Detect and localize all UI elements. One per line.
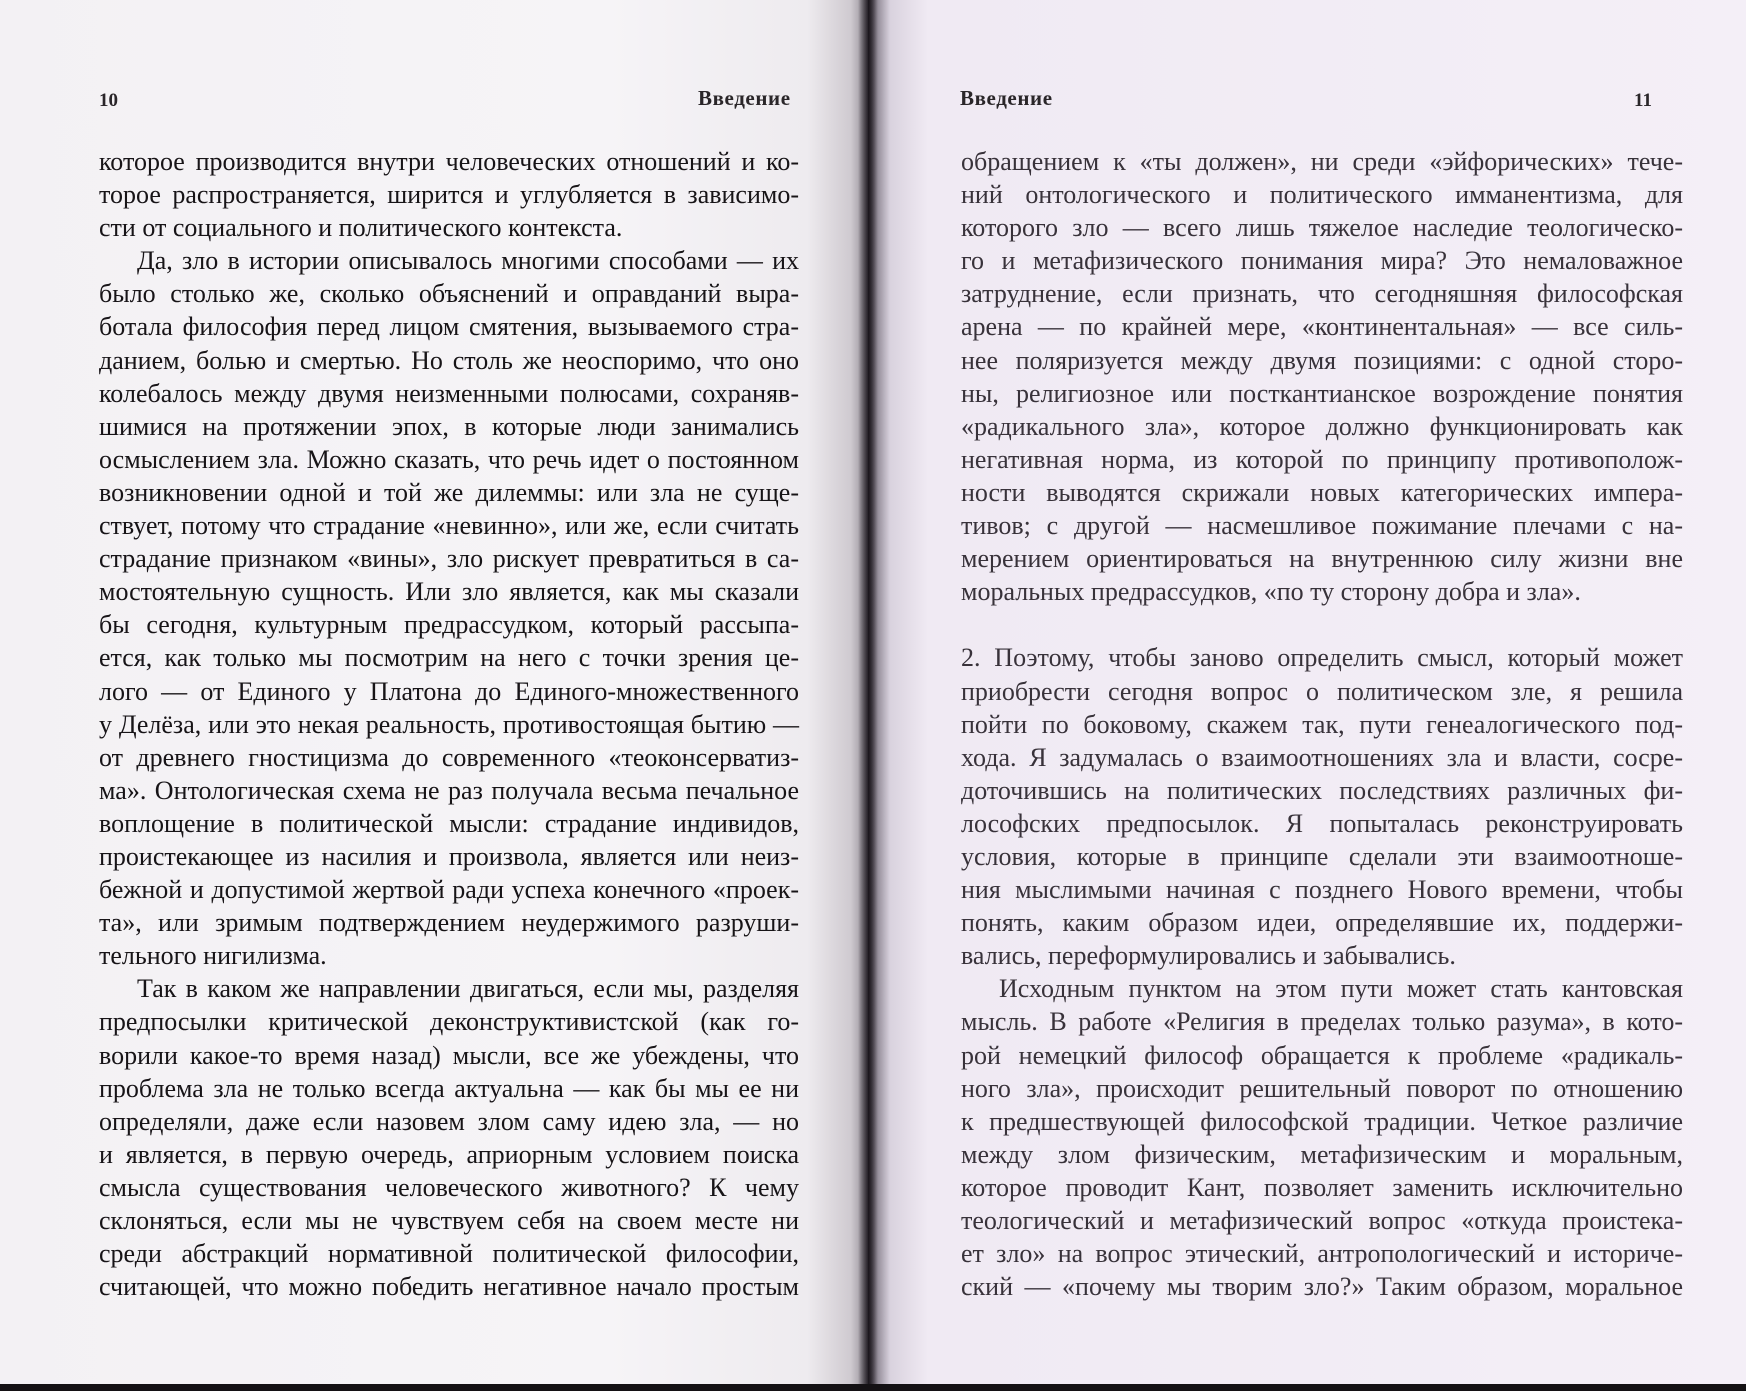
text-line: доточившись на политических последствиях различных фи- [961,775,1683,805]
text-line: хода. Я задумалась о взаимоотношениях зла и власти, сосре- [961,742,1683,772]
text-line: понять, каким образом идеи, определявшие их, поддержи- [961,908,1683,938]
text-line: мостоятельную сущность. Или зло является, как мы сказали [99,577,799,607]
text-line: к предшествующей философской традиции. Четкое различие [961,1106,1683,1136]
text-line: ет зло» на вопрос этический, антропологический и историче- [961,1239,1683,1269]
text-line: которого зло — всего лишь тяжелое наследие теологическо- [961,213,1683,243]
running-head-right: Введение [960,86,1053,110]
text-line: склоняться, если мы не чувствуем себя на своем месте ни [99,1206,799,1235]
text-line: ний онтологического и политического имманентизма, для [961,180,1683,210]
left-page [0,0,868,1384]
text-line: Так в каком же направлении двигаться, если мы, разделяя [137,974,799,1004]
text-line: теологический и метафизический вопрос «откуда проистека- [961,1206,1683,1235]
text-line: арена — по крайней мере, «континентальная» — все силь- [961,312,1683,342]
text-line: возникновении одной и той же дилеммы: или зла не суще- [99,477,799,507]
text-line: условия, которые в принципе сделали эти взаимоотноше- [961,841,1683,871]
text-line: моральных предрассудков, «по ту сторону добра и зла». [961,577,1581,607]
text-line: ворили какое-то время назад) мысли, все же убеждены, что [99,1040,799,1070]
text-line: данием, болью и смертью. Но столь же неоспоримо, что оно [99,345,799,375]
text-line: ности выводятся скрижали новых категорических импера- [961,477,1683,507]
text-line: бы сегодня, культурным предрассудком, который рассыпа- [99,610,799,640]
text-line: тивов; с другой — насмешливое пожимание плечами с на- [961,511,1683,541]
text-line: «радикального зла», которое должно функционировать как [961,411,1683,441]
text-line: вались, переформулировались и забывались. [961,941,1456,971]
text-line: определяли, даже если назовем злом саму идею зла, — но [99,1106,799,1136]
text-line: лого — от Единого у Платона до Единого-множественного [99,676,799,706]
text-line: Исходным пунктом на этом пути может стать кантовская [999,974,1683,1004]
text-line: смысла существования человеческого животного? К чему [99,1172,799,1202]
text-line: осмыслением зла. Можно сказать, что речь идет о постоянном [99,444,799,474]
text-line: ния мыслимыми начиная с позднего Нового времени, чтобы [961,875,1683,905]
book-gutter [858,0,878,1384]
right-page-text [961,145,1683,1303]
text-line: ны, религиозное или посткантианское возрождение понятия [961,378,1683,408]
text-line: которое производится внутри человеческих отношений и ко- [99,147,799,176]
text-line: ский — «почему мы творим зло?» Таким образом, моральное [961,1272,1683,1302]
text-line: было столько же, сколько объяснений и оправданий выра- [99,279,799,309]
text-line: Да, зло в истории описывалось многими способами — их [137,246,799,276]
text-line: торое распространяется, ширится и углубляется в зависимо- [99,180,799,210]
text-line: ного зла», происходит решительный поворот по отношению [961,1073,1683,1103]
text-line: которое проводит Кант, позволяет заменить исключительно [961,1172,1683,1202]
text-line: среди абстракций нормативной политической философии, [99,1239,799,1269]
text-line: у Делёза, или это некая реальность, противостоящая бытию — [99,709,799,739]
text-line: ботала философия перед лицом смятения, вызываемого стра- [99,312,799,342]
page-number-left: 10 [99,90,118,111]
text-line: мысль. В работе «Религия в пределах только разума», в кото- [961,1007,1683,1037]
text-line: предпосылки критической деконструктивистской (как го- [99,1007,799,1037]
left-page-text [99,145,799,1303]
text-line: страдание признаком «вины», зло рискует превратиться в са- [99,544,799,574]
text-line: тельного нигилизма. [99,941,327,971]
text-line: колебалось между двумя неизменными полюсами, сохраняв- [99,378,799,408]
bottom-edge [0,1384,1746,1391]
text-line: пойти по боковому, скажем так, пути генеалогического под- [961,709,1683,739]
text-line: проистекающее из насилия и произвола, является или неиз- [99,841,799,871]
running-head-left: Введение [698,86,791,110]
text-line: воплощение в политической мысли: страдание индивидов, [99,808,799,838]
text-line: 2. Поэтому, чтобы заново определить смысл, который может [961,643,1683,673]
text-line: лософских предпосылок. Я попыталась реконструировать [961,808,1683,838]
text-line: и является, в первую очередь, априорным условием поиска [99,1139,799,1169]
text-line: бежной и допустимой жертвой ради успеха конечного «проек- [99,875,799,905]
text-line: затруднение, если признать, что сегодняшняя философская [961,279,1683,309]
text-line: между злом физическим, метафизическим и моральным, [961,1139,1683,1169]
text-line: приобрести сегодня вопрос о политическом зле, я решила [961,676,1683,706]
section-break [961,608,1683,641]
text-line: ется, как только мы посмотрим на него с точки зрения це- [99,643,799,673]
text-line: ма». Онтологическая схема не раз получала весьма печальное [99,775,799,805]
text-line: го и метафизического понимания мира? Это немаловажное [961,246,1683,276]
text-line: ствует, потому что страдание «невинно», или же, если считать [99,511,799,541]
text-line: сти от социального и политического контекста. [99,213,623,243]
text-line: от древнего гностицизма до современного «теоконсерватиз- [99,742,799,772]
text-line: рой немецкий философ обращается к проблеме «радикаль- [961,1040,1683,1070]
text-line: мерением ориентироваться на внутреннюю силу жизни вне [961,544,1683,574]
text-line: обращением к «ты должен», ни среди «эйфорических» тече- [961,147,1683,176]
text-line: негативная норма, из которой по принципу противополож- [961,444,1683,474]
text-line: та», или зримым подтверждением неудержимого разруши- [99,908,799,938]
text-line: считающей, что можно победить негативное начало простым [99,1272,799,1302]
right-page [868,0,1746,1384]
text-line: проблема зла не только всегда актуальна — как бы мы ее ни [99,1073,799,1103]
page-number-right: 11 [1634,90,1652,111]
text-line: шимися на протяжении эпох, в которые люди занимались [99,411,799,441]
text-line: нее поляризуется между двумя позициями: с одной сторо- [961,345,1683,375]
